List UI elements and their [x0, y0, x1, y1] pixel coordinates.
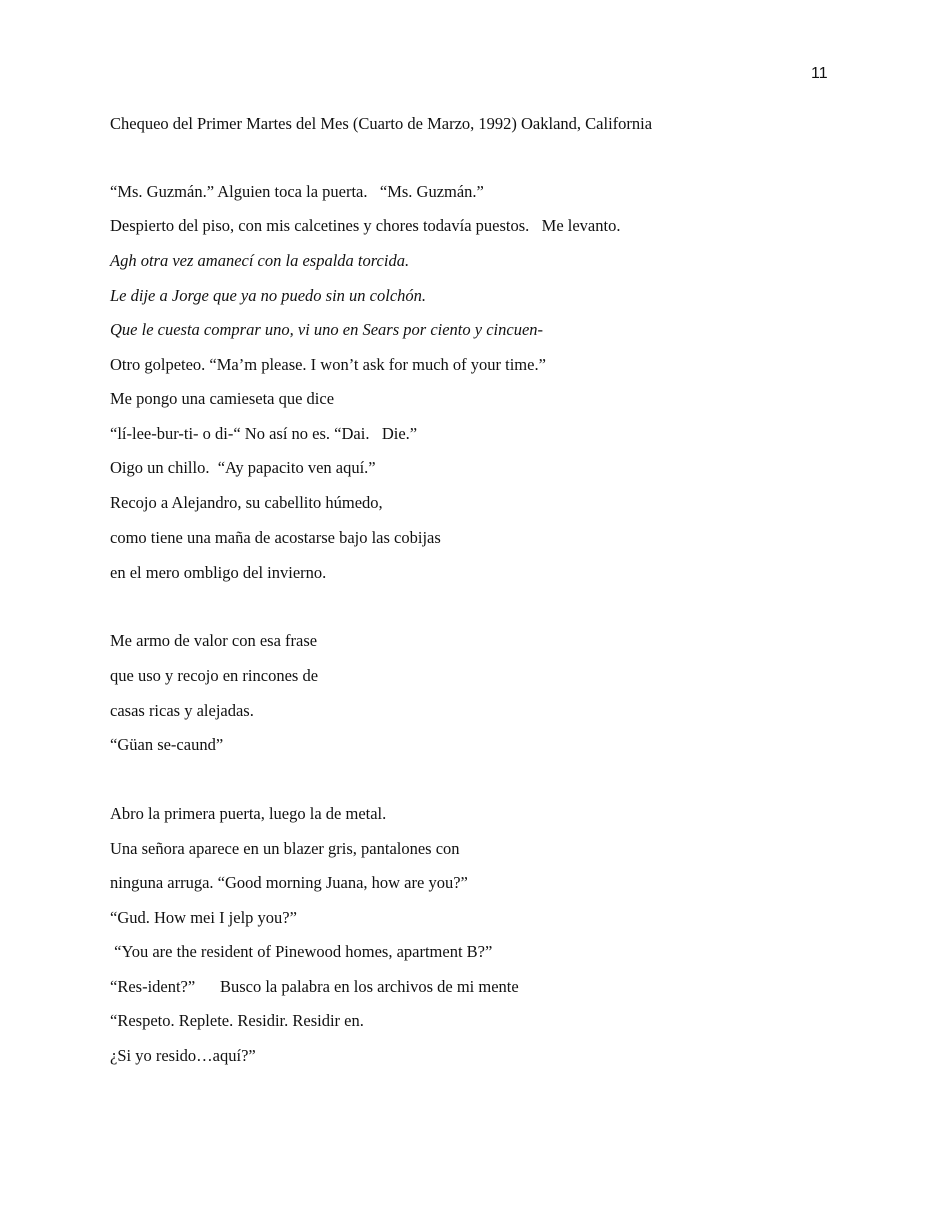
- poem-line: Una señora aparece en un blazer gris, pantalones con: [110, 839, 460, 858]
- poem-line: casas ricas y alejadas.: [110, 701, 254, 720]
- poem-line: Abro la primera puerta, luego la de metal.: [110, 804, 387, 823]
- poem-line: Le dije a Jorge que ya no puedo sin un colchón.: [110, 286, 427, 305]
- poem-line: que uso y recojo en rincones de: [110, 666, 319, 685]
- poem-line: Oigo un chillo. “Ay papacito ven aquí.”: [110, 458, 376, 477]
- poem-line: Que le cuesta comprar uno, vi uno en Sears por ciento y cincuen-: [110, 320, 544, 339]
- page-number: 11: [811, 65, 828, 82]
- poem-line: Agh otra vez amanecí con la espalda torcida.: [110, 251, 410, 270]
- poem-line: “Gud. How mei I jelp you?”: [110, 908, 297, 927]
- poem-line: Me armo de valor con esa frase: [110, 631, 318, 650]
- poem-line: “Res-ident?” Busco la palabra en los archivos de mi mente: [110, 977, 519, 996]
- poem-line: ¿Si yo resido…aquí?”: [110, 1046, 256, 1065]
- poem-line: en el mero ombligo del invierno.: [110, 563, 327, 582]
- poem-line: “Respeto. Replete. Residir. Residir en.: [110, 1011, 364, 1030]
- poem-line: Despierto del piso, con mis calcetines y chores todavía puestos. Me levanto.: [110, 216, 621, 235]
- poem-line: como tiene una maña de acostarse bajo las cobijas: [110, 528, 441, 547]
- poem-line: “Güan se-caund”: [110, 735, 224, 754]
- poem-line: “You are the resident of Pinewood homes, apartment B?”: [110, 942, 493, 961]
- poem-line: Otro golpeteo. “Ma’m please. I won’t ask for much of your time.”: [110, 355, 546, 374]
- poem-line: Recojo a Alejandro, su cabellito húmedo,: [110, 493, 383, 512]
- poem-line: Me pongo una camieseta que dice: [110, 389, 335, 408]
- document-title: Chequeo del Primer Martes del Mes (Cuarto de Marzo, 1992) Oakland, California: [110, 114, 653, 133]
- poem-line: ninguna arruga. “Good morning Juana, how are you?”: [110, 873, 468, 892]
- poem-line: “lí-lee-bur-ti- o di-“ No así no es. “Dai. Die.”: [110, 424, 418, 443]
- poem-line: “Ms. Guzmán.” Alguien toca la puerta. “Ms. Guzmán.”: [110, 182, 484, 201]
